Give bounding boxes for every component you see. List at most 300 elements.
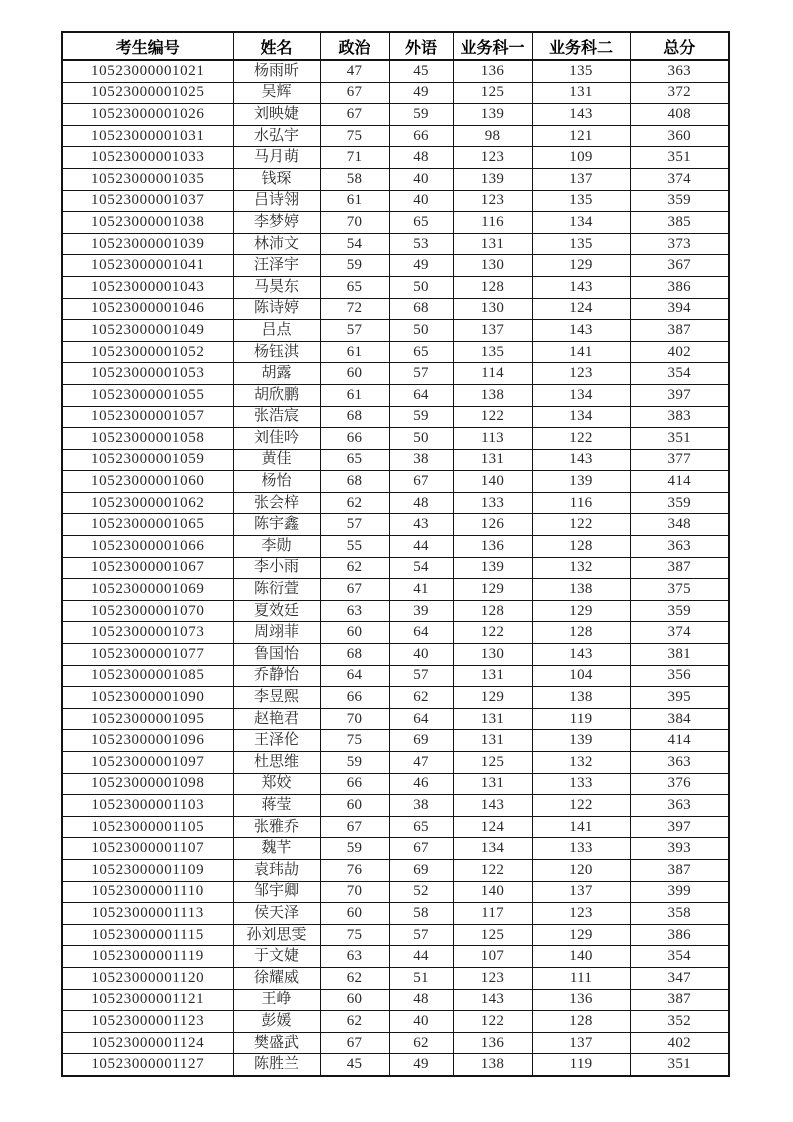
name-cell: 鲁国怡 — [233, 644, 320, 666]
politics-score-cell: 59 — [320, 752, 389, 774]
name-cell: 李小雨 — [233, 557, 320, 579]
candidate-id-cell: 10523000001107 — [62, 838, 233, 860]
foreign-language-score-cell: 47 — [389, 752, 453, 774]
table-body — [62, 60, 729, 1076]
table-row — [62, 752, 729, 774]
subject-one-score-cell: 116 — [453, 212, 532, 234]
table-row — [62, 730, 729, 752]
table-row — [62, 773, 729, 795]
total-score-cell: 387 — [630, 320, 729, 342]
total-score-cell: 354 — [630, 946, 729, 968]
name-cell: 陈宇鑫 — [233, 514, 320, 536]
foreign-language-score-cell: 52 — [389, 881, 453, 903]
subject-one-score-cell: 139 — [453, 104, 532, 126]
name-cell: 蒋莹 — [233, 795, 320, 817]
name-cell: 王泽伦 — [233, 730, 320, 752]
candidate-id-cell: 10523000001057 — [62, 406, 233, 428]
politics-score-cell: 63 — [320, 946, 389, 968]
foreign-language-score-cell: 40 — [389, 168, 453, 190]
subject-one-score-cell: 130 — [453, 255, 532, 277]
total-score-cell: 373 — [630, 233, 729, 255]
subject-two-score-cell: 143 — [532, 449, 630, 471]
subject-two-score-cell: 104 — [532, 665, 630, 687]
candidate-id-cell: 10523000001035 — [62, 168, 233, 190]
table-row — [62, 428, 729, 450]
candidate-id-cell: 10523000001046 — [62, 298, 233, 320]
candidate-id-cell: 10523000001052 — [62, 341, 233, 363]
subject-two-score-cell: 131 — [532, 82, 630, 104]
total-score-cell: 397 — [630, 816, 729, 838]
subject-two-score-cell: 111 — [532, 967, 630, 989]
total-score-cell: 397 — [630, 384, 729, 406]
subject-one-score-cell: 131 — [453, 665, 532, 687]
total-score-cell: 363 — [630, 752, 729, 774]
politics-score-cell: 62 — [320, 492, 389, 514]
table-row — [62, 320, 729, 342]
name-cell: 张浩宸 — [233, 406, 320, 428]
candidate-id-cell: 10523000001065 — [62, 514, 233, 536]
name-cell: 陈诗婷 — [233, 298, 320, 320]
total-score-cell: 363 — [630, 536, 729, 558]
total-score-cell: 354 — [630, 363, 729, 385]
name-cell: 夏效廷 — [233, 600, 320, 622]
candidate-id-cell: 10523000001109 — [62, 859, 233, 881]
subject-one-score-cell: 129 — [453, 687, 532, 709]
politics-score-cell: 66 — [320, 687, 389, 709]
table-header — [62, 32, 729, 60]
candidate-id-cell: 10523000001120 — [62, 967, 233, 989]
subject-one-score-cell: 125 — [453, 82, 532, 104]
table-row — [62, 881, 729, 903]
candidate-id-cell: 10523000001055 — [62, 384, 233, 406]
candidate-id-cell: 10523000001124 — [62, 1032, 233, 1054]
politics-score-cell: 68 — [320, 644, 389, 666]
subject-one-score-cell: 124 — [453, 816, 532, 838]
politics-score-cell: 64 — [320, 665, 389, 687]
name-cell: 马昊东 — [233, 276, 320, 298]
politics-score-cell: 54 — [320, 233, 389, 255]
name-cell: 杜思维 — [233, 752, 320, 774]
total-score-cell: 348 — [630, 514, 729, 536]
foreign-language-score-cell: 38 — [389, 795, 453, 817]
total-score-cell: 387 — [630, 557, 729, 579]
name-cell: 袁玮劼 — [233, 859, 320, 881]
foreign-language-score-cell: 44 — [389, 536, 453, 558]
subject-one-score-cell: 123 — [453, 190, 532, 212]
subject-two-score-cell: 136 — [532, 989, 630, 1011]
total-score-cell: 395 — [630, 687, 729, 709]
politics-score-cell: 66 — [320, 773, 389, 795]
total-score-cell: 359 — [630, 190, 729, 212]
candidate-id-cell: 10523000001026 — [62, 104, 233, 126]
col-header-name: 姓名 — [233, 32, 320, 60]
total-score-cell: 381 — [630, 644, 729, 666]
name-cell: 赵艳君 — [233, 708, 320, 730]
subject-two-score-cell: 123 — [532, 903, 630, 925]
politics-score-cell: 60 — [320, 795, 389, 817]
name-cell: 刘映婕 — [233, 104, 320, 126]
candidate-id-cell: 10523000001098 — [62, 773, 233, 795]
name-cell: 乔静怡 — [233, 665, 320, 687]
candidate-id-cell: 10523000001060 — [62, 471, 233, 493]
subject-two-score-cell: 139 — [532, 730, 630, 752]
name-cell: 王峥 — [233, 989, 320, 1011]
candidate-id-cell: 10523000001021 — [62, 60, 233, 82]
candidate-id-cell: 10523000001067 — [62, 557, 233, 579]
table-row — [62, 341, 729, 363]
politics-score-cell: 66 — [320, 428, 389, 450]
politics-score-cell: 58 — [320, 168, 389, 190]
subject-one-score-cell: 137 — [453, 320, 532, 342]
subject-one-score-cell: 131 — [453, 233, 532, 255]
foreign-language-score-cell: 65 — [389, 212, 453, 234]
subject-one-score-cell: 143 — [453, 989, 532, 1011]
table-row — [62, 967, 729, 989]
politics-score-cell: 63 — [320, 600, 389, 622]
subject-two-score-cell: 135 — [532, 233, 630, 255]
name-cell: 吕诗翎 — [233, 190, 320, 212]
subject-one-score-cell: 136 — [453, 1032, 532, 1054]
subject-one-score-cell: 140 — [453, 881, 532, 903]
total-score-cell: 387 — [630, 859, 729, 881]
subject-two-score-cell: 116 — [532, 492, 630, 514]
foreign-language-score-cell: 49 — [389, 1054, 453, 1076]
foreign-language-score-cell: 57 — [389, 665, 453, 687]
foreign-language-score-cell: 69 — [389, 859, 453, 881]
candidate-id-cell: 10523000001066 — [62, 536, 233, 558]
foreign-language-score-cell: 65 — [389, 341, 453, 363]
subject-one-score-cell: 133 — [453, 492, 532, 514]
table-row — [62, 449, 729, 471]
subject-two-score-cell: 140 — [532, 946, 630, 968]
subject-one-score-cell: 113 — [453, 428, 532, 450]
subject-two-score-cell: 143 — [532, 276, 630, 298]
politics-score-cell: 59 — [320, 838, 389, 860]
table-row — [62, 471, 729, 493]
subject-two-score-cell: 134 — [532, 406, 630, 428]
name-cell: 汪泽宇 — [233, 255, 320, 277]
subject-one-score-cell: 128 — [453, 600, 532, 622]
subject-two-score-cell: 137 — [532, 881, 630, 903]
col-header-subject-one: 业务科一 — [453, 32, 532, 60]
header-row — [62, 32, 729, 60]
subject-two-score-cell: 124 — [532, 298, 630, 320]
foreign-language-score-cell: 43 — [389, 514, 453, 536]
subject-two-score-cell: 143 — [532, 104, 630, 126]
total-score-cell: 384 — [630, 708, 729, 730]
subject-two-score-cell: 122 — [532, 795, 630, 817]
name-cell: 张会梓 — [233, 492, 320, 514]
foreign-language-score-cell: 58 — [389, 903, 453, 925]
subject-two-score-cell: 143 — [532, 320, 630, 342]
candidate-id-cell: 10523000001053 — [62, 363, 233, 385]
subject-two-score-cell: 122 — [532, 428, 630, 450]
subject-two-score-cell: 134 — [532, 384, 630, 406]
table-row — [62, 147, 729, 169]
foreign-language-score-cell: 51 — [389, 967, 453, 989]
foreign-language-score-cell: 50 — [389, 428, 453, 450]
name-cell: 李昱熙 — [233, 687, 320, 709]
foreign-language-score-cell: 38 — [389, 449, 453, 471]
table-row — [62, 104, 729, 126]
foreign-language-score-cell: 64 — [389, 622, 453, 644]
total-score-cell: 358 — [630, 903, 729, 925]
politics-score-cell: 57 — [320, 320, 389, 342]
politics-score-cell: 62 — [320, 967, 389, 989]
subject-one-score-cell: 138 — [453, 384, 532, 406]
name-cell: 周翊菲 — [233, 622, 320, 644]
total-score-cell: 363 — [630, 60, 729, 82]
col-header-foreign-language: 外语 — [389, 32, 453, 60]
subject-one-score-cell: 122 — [453, 1011, 532, 1033]
foreign-language-score-cell: 57 — [389, 363, 453, 385]
table-row — [62, 838, 729, 860]
foreign-language-score-cell: 50 — [389, 276, 453, 298]
candidate-id-cell: 10523000001025 — [62, 82, 233, 104]
candidate-id-cell: 10523000001062 — [62, 492, 233, 514]
name-cell: 黄佳 — [233, 449, 320, 471]
politics-score-cell: 62 — [320, 1011, 389, 1033]
candidate-id-cell: 10523000001069 — [62, 579, 233, 601]
subject-two-score-cell: 138 — [532, 579, 630, 601]
table-row — [62, 536, 729, 558]
foreign-language-score-cell: 40 — [389, 190, 453, 212]
candidate-id-cell: 10523000001103 — [62, 795, 233, 817]
politics-score-cell: 70 — [320, 881, 389, 903]
table-row — [62, 859, 729, 881]
total-score-cell: 351 — [630, 147, 729, 169]
total-score-cell: 376 — [630, 773, 729, 795]
subject-one-score-cell: 122 — [453, 622, 532, 644]
politics-score-cell: 70 — [320, 708, 389, 730]
total-score-cell: 374 — [630, 622, 729, 644]
table-row — [62, 600, 729, 622]
table-row — [62, 1054, 729, 1076]
subject-two-score-cell: 122 — [532, 514, 630, 536]
subject-two-score-cell: 134 — [532, 212, 630, 234]
subject-two-score-cell: 133 — [532, 838, 630, 860]
foreign-language-score-cell: 49 — [389, 82, 453, 104]
total-score-cell: 414 — [630, 730, 729, 752]
total-score-cell: 393 — [630, 838, 729, 860]
politics-score-cell: 57 — [320, 514, 389, 536]
politics-score-cell: 75 — [320, 730, 389, 752]
name-cell: 于文婕 — [233, 946, 320, 968]
name-cell: 杨怡 — [233, 471, 320, 493]
total-score-cell: 402 — [630, 1032, 729, 1054]
table-row — [62, 168, 729, 190]
candidate-id-cell: 10523000001070 — [62, 600, 233, 622]
politics-score-cell: 62 — [320, 557, 389, 579]
name-cell: 钱琛 — [233, 168, 320, 190]
candidate-id-cell: 10523000001041 — [62, 255, 233, 277]
table-row — [62, 816, 729, 838]
politics-score-cell: 72 — [320, 298, 389, 320]
subject-two-score-cell: 139 — [532, 471, 630, 493]
candidate-id-cell: 10523000001113 — [62, 903, 233, 925]
foreign-language-score-cell: 65 — [389, 816, 453, 838]
table-row — [62, 665, 729, 687]
name-cell: 郑姣 — [233, 773, 320, 795]
total-score-cell: 385 — [630, 212, 729, 234]
table-row — [62, 989, 729, 1011]
name-cell: 孙刘思雯 — [233, 924, 320, 946]
foreign-language-score-cell: 67 — [389, 838, 453, 860]
subject-two-score-cell: 129 — [532, 600, 630, 622]
politics-score-cell: 70 — [320, 212, 389, 234]
table-row — [62, 212, 729, 234]
subject-one-score-cell: 117 — [453, 903, 532, 925]
foreign-language-score-cell: 40 — [389, 644, 453, 666]
table-row — [62, 190, 729, 212]
subject-one-score-cell: 136 — [453, 60, 532, 82]
politics-score-cell: 71 — [320, 147, 389, 169]
candidate-id-cell: 10523000001095 — [62, 708, 233, 730]
table-row — [62, 644, 729, 666]
table-row — [62, 1032, 729, 1054]
candidate-id-cell: 10523000001105 — [62, 816, 233, 838]
candidate-id-cell: 10523000001039 — [62, 233, 233, 255]
candidate-id-cell: 10523000001119 — [62, 946, 233, 968]
table-row — [62, 924, 729, 946]
subject-one-score-cell: 98 — [453, 125, 532, 147]
politics-score-cell: 67 — [320, 579, 389, 601]
subject-two-score-cell: 137 — [532, 168, 630, 190]
table-row — [62, 82, 729, 104]
col-header-subject-two: 业务科二 — [532, 32, 630, 60]
total-score-cell: 351 — [630, 1054, 729, 1076]
subject-two-score-cell: 119 — [532, 1054, 630, 1076]
subject-two-score-cell: 143 — [532, 644, 630, 666]
candidate-id-cell: 10523000001097 — [62, 752, 233, 774]
subject-one-score-cell: 138 — [453, 1054, 532, 1076]
subject-one-score-cell: 134 — [453, 838, 532, 860]
candidate-id-cell: 10523000001110 — [62, 881, 233, 903]
subject-one-score-cell: 122 — [453, 406, 532, 428]
total-score-cell: 359 — [630, 600, 729, 622]
foreign-language-score-cell: 44 — [389, 946, 453, 968]
table-row — [62, 363, 729, 385]
name-cell: 吕点 — [233, 320, 320, 342]
subject-two-score-cell: 123 — [532, 363, 630, 385]
foreign-language-score-cell: 50 — [389, 320, 453, 342]
table-row — [62, 60, 729, 82]
subject-two-score-cell: 119 — [532, 708, 630, 730]
subject-two-score-cell: 128 — [532, 536, 630, 558]
foreign-language-score-cell: 53 — [389, 233, 453, 255]
subject-two-score-cell: 138 — [532, 687, 630, 709]
subject-one-score-cell: 135 — [453, 341, 532, 363]
total-score-cell: 383 — [630, 406, 729, 428]
table-row — [62, 276, 729, 298]
foreign-language-score-cell: 62 — [389, 687, 453, 709]
subject-one-score-cell: 136 — [453, 536, 532, 558]
subject-two-score-cell: 121 — [532, 125, 630, 147]
table-row — [62, 946, 729, 968]
candidate-id-cell: 10523000001123 — [62, 1011, 233, 1033]
exam-score-table — [61, 31, 730, 1077]
candidate-id-cell: 10523000001033 — [62, 147, 233, 169]
subject-one-score-cell: 123 — [453, 147, 532, 169]
subject-two-score-cell: 109 — [532, 147, 630, 169]
total-score-cell: 363 — [630, 795, 729, 817]
subject-one-score-cell: 131 — [453, 773, 532, 795]
subject-two-score-cell: 128 — [532, 622, 630, 644]
foreign-language-score-cell: 64 — [389, 708, 453, 730]
foreign-language-score-cell: 48 — [389, 989, 453, 1011]
subject-one-score-cell: 122 — [453, 859, 532, 881]
name-cell: 邹宇卿 — [233, 881, 320, 903]
name-cell: 张雅乔 — [233, 816, 320, 838]
name-cell: 李勋 — [233, 536, 320, 558]
name-cell: 胡欣鹏 — [233, 384, 320, 406]
foreign-language-score-cell: 69 — [389, 730, 453, 752]
table-row — [62, 687, 729, 709]
subject-two-score-cell: 132 — [532, 752, 630, 774]
name-cell: 侯天泽 — [233, 903, 320, 925]
total-score-cell: 386 — [630, 276, 729, 298]
col-header-total-score: 总分 — [630, 32, 729, 60]
politics-score-cell: 60 — [320, 903, 389, 925]
politics-score-cell: 67 — [320, 82, 389, 104]
subject-one-score-cell: 139 — [453, 557, 532, 579]
table-row — [62, 903, 729, 925]
name-cell: 樊盛武 — [233, 1032, 320, 1054]
subject-one-score-cell: 140 — [453, 471, 532, 493]
foreign-language-score-cell: 59 — [389, 406, 453, 428]
table-row — [62, 1011, 729, 1033]
name-cell: 吴辉 — [233, 82, 320, 104]
subject-one-score-cell: 123 — [453, 967, 532, 989]
table-row — [62, 622, 729, 644]
subject-two-score-cell: 137 — [532, 1032, 630, 1054]
politics-score-cell: 60 — [320, 363, 389, 385]
table-row — [62, 384, 729, 406]
foreign-language-score-cell: 64 — [389, 384, 453, 406]
subject-two-score-cell: 141 — [532, 816, 630, 838]
total-score-cell: 377 — [630, 449, 729, 471]
total-score-cell: 374 — [630, 168, 729, 190]
politics-score-cell: 60 — [320, 989, 389, 1011]
subject-one-score-cell: 131 — [453, 708, 532, 730]
subject-one-score-cell: 114 — [453, 363, 532, 385]
total-score-cell: 414 — [630, 471, 729, 493]
politics-score-cell: 67 — [320, 816, 389, 838]
candidate-id-cell: 10523000001127 — [62, 1054, 233, 1076]
name-cell: 杨钰淇 — [233, 341, 320, 363]
total-score-cell: 399 — [630, 881, 729, 903]
politics-score-cell: 65 — [320, 449, 389, 471]
table-row — [62, 233, 729, 255]
col-header-candidate-id: 考生编号 — [62, 32, 233, 60]
candidate-id-cell: 10523000001121 — [62, 989, 233, 1011]
subject-one-score-cell: 125 — [453, 752, 532, 774]
candidate-id-cell: 10523000001037 — [62, 190, 233, 212]
name-cell: 刘佳吟 — [233, 428, 320, 450]
candidate-id-cell: 10523000001085 — [62, 665, 233, 687]
subject-one-score-cell: 126 — [453, 514, 532, 536]
total-score-cell: 356 — [630, 665, 729, 687]
politics-score-cell: 47 — [320, 60, 389, 82]
foreign-language-score-cell: 62 — [389, 1032, 453, 1054]
foreign-language-score-cell: 41 — [389, 579, 453, 601]
table-row — [62, 125, 729, 147]
name-cell: 陈胜兰 — [233, 1054, 320, 1076]
subject-two-score-cell: 135 — [532, 60, 630, 82]
foreign-language-score-cell: 54 — [389, 557, 453, 579]
subject-one-score-cell: 143 — [453, 795, 532, 817]
foreign-language-score-cell: 45 — [389, 60, 453, 82]
